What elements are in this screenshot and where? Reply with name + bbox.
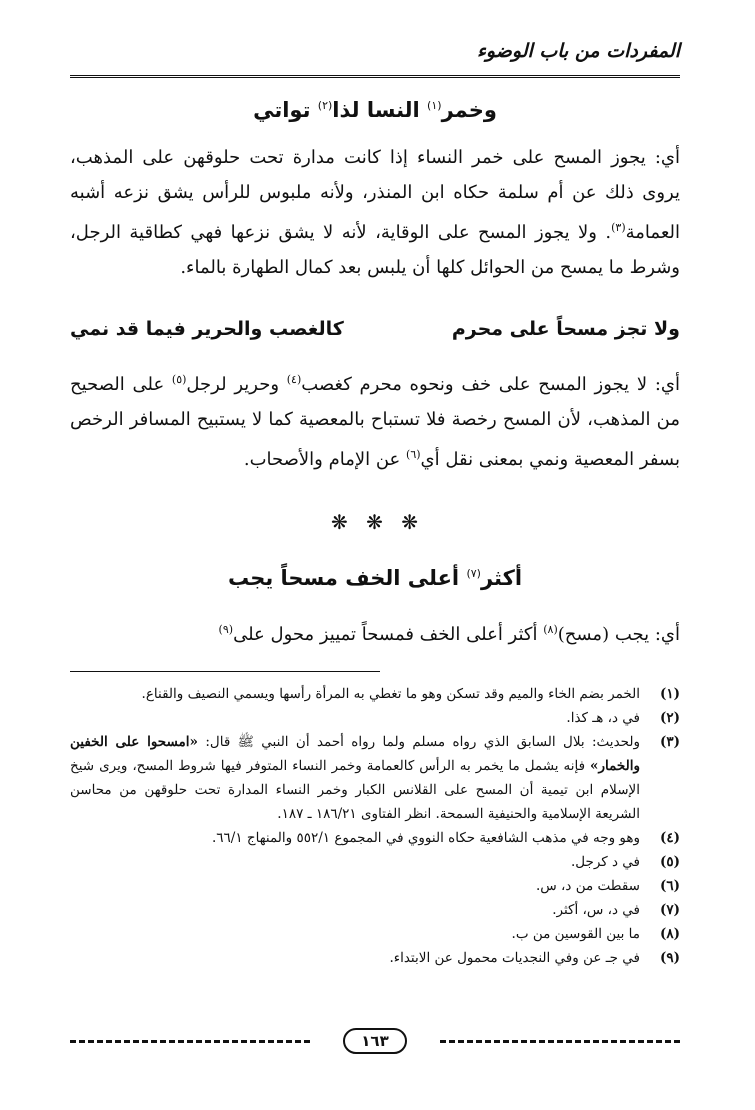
footnote: (٣) ولحديث: بلال السابق الذي رواه مسلم ولما رواه أحمد أن النبي ﷺ قال: «امسحوا على الخفين والخمار» فإنه يشمل ما يخمر به الرأس كالعمامة وخمر النساء المتوفر فيها شروط المسح، ويرى شيخ الإسلام ابن تيمية أن المسح على القلانس الكبار وخمر النساء المدارة تحت حلوقهن من محاسن الشريعة الإسلامية والحنيفية السمحة. انظر الفتاوى ١٨٦/٢١ ـ ١٨٧. xyxy=(70,734,680,822)
page-number: ١٦٣ xyxy=(343,1028,407,1054)
verse-line-3: أكثر$^{(٧)}$ أعلى الخف مسحاً يجب xyxy=(227,566,523,590)
footnote-ref[interactable]: (٧) xyxy=(466,567,481,580)
footnote: (٧) في د، س، أكثر. xyxy=(552,902,680,918)
verse-hemistich-right: ولا تجز مسحاً على محرم xyxy=(451,318,680,340)
footnote: (٤) وهو وجه في مذهب الشافعية حكاه النووي في المجموع ٥٥٢/١ والمنهاج ٦٦/١. xyxy=(211,830,680,846)
footnote-ref[interactable]: (٣) xyxy=(611,221,626,234)
footnote-rule xyxy=(70,671,380,672)
footnote: (٨) ما بين القوسين من ب. xyxy=(511,926,680,942)
verse-line-2 xyxy=(70,318,680,340)
commentary-paragraph-1: أي: يجوز المسح على خمر النساء إذا كانت مدارة تحت حلوقهن على المذهب، يروى ذلك عن أم سلمة حكاه ابن المنذر، ولأنه ملبوس للرأس يشق نزعه أشبه العمامة$^{(٣)}$. ولا يجوز المسح على الوقاية، لأنه لا يشق نزعها فهي كطاقية الرجل، وشرط ما يمسح من الحوائل كلها أن يلبس بعد كمال الطهارة بالماء. xyxy=(70,147,680,278)
header-rule xyxy=(70,75,680,80)
footnote-ref[interactable]: (٦) xyxy=(406,448,421,461)
footnote-ref[interactable]: (٥) xyxy=(171,373,187,386)
footnote-ref[interactable]: (٤) xyxy=(286,373,302,386)
footnote: (٥) في د كرجل. xyxy=(570,854,680,870)
footer-ornament-left xyxy=(70,1040,310,1043)
page-footer xyxy=(70,1028,680,1054)
verse-line-1: وخمر$^{(١)}$ النسا لذا$^{(٢)}$ تواتي xyxy=(253,98,497,122)
running-header: المفردات من باب الوضوء xyxy=(477,40,680,62)
section-separator: ❋ ❋ ❋ xyxy=(331,510,424,534)
footnote-ref[interactable]: (١) xyxy=(427,99,442,112)
verse-hemistich-left: كالغصب والحرير فيما قد نمي xyxy=(70,318,344,340)
footnote-ref[interactable]: (٩) xyxy=(218,623,234,636)
commentary-paragraph-3: أي: يجب (مسح)$^{(٨)}$ أكثر أعلى الخف فمسحاً تمييز محول على$^{(٩)}$ xyxy=(218,623,680,645)
footnote: (٦) سقطت من د، س. xyxy=(536,878,680,894)
footnote-ref[interactable]: (٢) xyxy=(317,99,333,112)
commentary-paragraph-2: أي: لا يجوز المسح على خف ونحوه محرم كغصب$^{(٤)}$ وحرير لرجل$^{(٥)}$ على الصحيح من المذهب، لأن المسح رخصة فلا تستباح بالمعصية كما لا يستبيح المسافر الرخص بسفر المعصية ونمي بمعنى نقل أي$^{(٦)}$ عن الإمام والأصحاب. xyxy=(70,373,680,470)
footnote: (٢) في د، هـ كذا. xyxy=(566,710,680,726)
footnote-ref[interactable]: (٨) xyxy=(543,623,558,636)
footnotes xyxy=(70,682,680,970)
footnote: (٩) في جـ عن وفي النجديات محمول عن الابتداء. xyxy=(389,950,680,966)
footnote: (١) الخمر بضم الخاء والميم وقد تسكن وهو ما تغطي به المرأة رأسها ويسمي النصيف والقناع. xyxy=(141,686,680,702)
footer-ornament-right xyxy=(440,1040,680,1043)
